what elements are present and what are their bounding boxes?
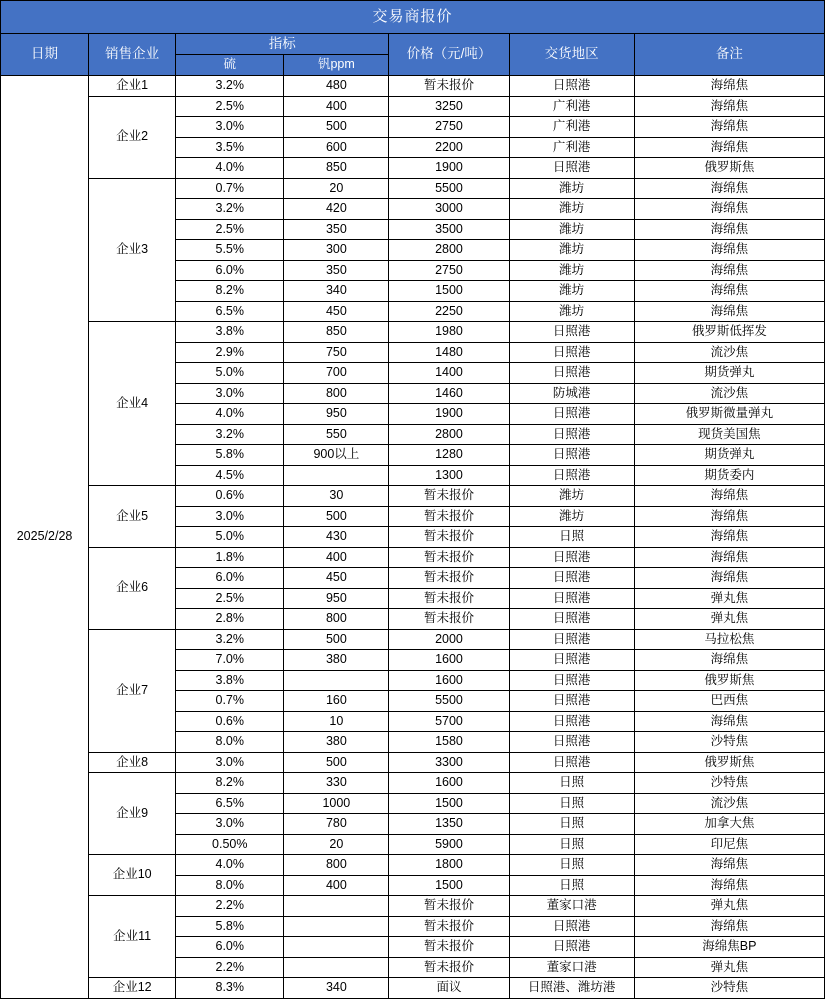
region-cell: 潍坊 — [509, 506, 634, 527]
price-cell: 暂未报价 — [389, 937, 509, 958]
price-cell: 1480 — [389, 342, 509, 363]
sulfur-cell: 3.5% — [176, 137, 284, 158]
note-cell: 期货委内 — [634, 465, 824, 486]
note-cell: 弹丸焦 — [634, 609, 824, 630]
vanadium-cell: 600 — [284, 137, 389, 158]
sulfur-cell: 2.5% — [176, 96, 284, 117]
price-cell: 1300 — [389, 465, 509, 486]
note-cell: 弹丸焦 — [634, 957, 824, 978]
region-cell: 防城港 — [509, 383, 634, 404]
note-cell: 俄罗斯低挥发 — [634, 322, 824, 343]
region-cell: 日照港 — [509, 588, 634, 609]
sulfur-cell: 3.2% — [176, 199, 284, 220]
vanadium-cell: 700 — [284, 363, 389, 384]
vanadium-cell: 400 — [284, 96, 389, 117]
region-cell: 日照港 — [509, 445, 634, 466]
note-cell: 海绵焦 — [634, 240, 824, 261]
region-cell: 日照港 — [509, 342, 634, 363]
sulfur-cell: 4.0% — [176, 158, 284, 179]
firm-name-cell: 企业4 — [89, 322, 176, 486]
note-cell: 海绵焦 — [634, 855, 824, 876]
sulfur-cell: 3.0% — [176, 117, 284, 138]
region-cell: 日照港 — [509, 158, 634, 179]
quote-date-cell: 2025/2/28 — [1, 76, 89, 999]
vanadium-cell: 800 — [284, 609, 389, 630]
table-row — [1, 96, 825, 117]
price-cell: 暂未报价 — [389, 609, 509, 630]
note-cell: 沙特焦 — [634, 732, 824, 753]
note-cell: 海绵焦 — [634, 916, 824, 937]
sulfur-cell: 5.5% — [176, 240, 284, 261]
sulfur-cell: 8.2% — [176, 281, 284, 302]
price-cell: 1350 — [389, 814, 509, 835]
sulfur-cell: 8.0% — [176, 875, 284, 896]
sulfur-cell: 2.5% — [176, 219, 284, 240]
sulfur-cell: 1.8% — [176, 547, 284, 568]
vanadium-cell: 400 — [284, 875, 389, 896]
note-cell: 马拉松焦 — [634, 629, 824, 650]
table-row — [1, 855, 825, 876]
region-cell: 日照港 — [509, 670, 634, 691]
vanadium-cell: 500 — [284, 506, 389, 527]
firm-name-cell: 企业12 — [89, 978, 176, 999]
vanadium-cell: 500 — [284, 117, 389, 138]
vanadium-cell — [284, 937, 389, 958]
price-cell: 暂未报价 — [389, 547, 509, 568]
sulfur-cell: 2.9% — [176, 342, 284, 363]
vanadium-cell: 850 — [284, 322, 389, 343]
vanadium-cell: 450 — [284, 568, 389, 589]
sulfur-cell: 8.0% — [176, 732, 284, 753]
sulfur-cell: 5.8% — [176, 916, 284, 937]
note-cell: 海绵焦 — [634, 650, 824, 671]
price-cell: 暂未报价 — [389, 568, 509, 589]
price-cell: 暂未报价 — [389, 527, 509, 548]
note-cell: 海绵焦 — [634, 711, 824, 732]
sulfur-cell: 0.50% — [176, 834, 284, 855]
vanadium-cell: 380 — [284, 732, 389, 753]
note-cell: 弹丸焦 — [634, 588, 824, 609]
table-row — [1, 896, 825, 917]
sulfur-cell: 5.0% — [176, 527, 284, 548]
region-cell: 日照港 — [509, 76, 634, 97]
table-title: 交易商报价 — [1, 1, 825, 34]
price-cell: 5500 — [389, 691, 509, 712]
region-cell: 日照港 — [509, 711, 634, 732]
note-cell: 流沙焦 — [634, 342, 824, 363]
note-cell: 俄罗斯焦 — [634, 670, 824, 691]
region-cell: 潍坊 — [509, 178, 634, 199]
sulfur-cell: 6.0% — [176, 937, 284, 958]
sulfur-cell: 8.2% — [176, 773, 284, 794]
region-cell: 潍坊 — [509, 199, 634, 220]
title-row — [1, 1, 825, 34]
price-cell: 1900 — [389, 158, 509, 179]
firm-name-cell: 企业3 — [89, 178, 176, 322]
price-cell: 1980 — [389, 322, 509, 343]
column-header-price: 价格（元/吨） — [389, 34, 509, 76]
column-header-sulfur: 硫 — [176, 55, 284, 76]
region-cell: 潍坊 — [509, 260, 634, 281]
region-cell: 日照港 — [509, 629, 634, 650]
note-cell: 沙特焦 — [634, 978, 824, 999]
region-cell: 日照 — [509, 793, 634, 814]
sulfur-cell: 4.5% — [176, 465, 284, 486]
note-cell: 巴西焦 — [634, 691, 824, 712]
note-cell: 海绵焦 — [634, 137, 824, 158]
vanadium-cell: 30 — [284, 486, 389, 507]
note-cell: 海绵焦 — [634, 219, 824, 240]
region-cell: 日照港 — [509, 465, 634, 486]
note-cell: 海绵焦 — [634, 527, 824, 548]
price-cell: 暂未报价 — [389, 916, 509, 937]
note-cell: 俄罗斯微量弹丸 — [634, 404, 824, 425]
note-cell: 沙特焦 — [634, 773, 824, 794]
table-row — [1, 178, 825, 199]
column-header-note: 备注 — [634, 34, 824, 76]
price-cell: 1900 — [389, 404, 509, 425]
vanadium-cell: 340 — [284, 978, 389, 999]
note-cell: 海绵焦 — [634, 260, 824, 281]
sulfur-cell: 0.6% — [176, 486, 284, 507]
firm-name-cell: 企业7 — [89, 629, 176, 752]
price-cell: 2750 — [389, 260, 509, 281]
table-row — [1, 752, 825, 773]
note-cell: 海绵焦 — [634, 547, 824, 568]
price-cell: 1400 — [389, 363, 509, 384]
price-cell: 1280 — [389, 445, 509, 466]
region-cell: 潍坊 — [509, 219, 634, 240]
vanadium-cell — [284, 957, 389, 978]
table-row — [1, 322, 825, 343]
region-cell: 董家口港 — [509, 957, 634, 978]
price-cell: 2800 — [389, 240, 509, 261]
price-cell: 2750 — [389, 117, 509, 138]
price-cell: 1460 — [389, 383, 509, 404]
vanadium-cell — [284, 465, 389, 486]
vanadium-cell: 160 — [284, 691, 389, 712]
vanadium-cell: 950 — [284, 404, 389, 425]
region-cell: 日照港 — [509, 322, 634, 343]
region-cell: 日照港 — [509, 916, 634, 937]
firm-name-cell: 企业6 — [89, 547, 176, 629]
price-cell: 2800 — [389, 424, 509, 445]
vanadium-cell: 550 — [284, 424, 389, 445]
vanadium-cell: 10 — [284, 711, 389, 732]
region-cell: 日照港 — [509, 363, 634, 384]
vanadium-cell: 1000 — [284, 793, 389, 814]
region-cell: 日照港 — [509, 732, 634, 753]
sulfur-cell: 0.6% — [176, 711, 284, 732]
firm-name-cell: 企业8 — [89, 752, 176, 773]
sulfur-cell: 3.8% — [176, 670, 284, 691]
sulfur-cell: 8.3% — [176, 978, 284, 999]
region-cell: 日照 — [509, 814, 634, 835]
firm-name-cell: 企业9 — [89, 773, 176, 855]
note-cell: 流沙焦 — [634, 793, 824, 814]
note-cell: 海绵焦 — [634, 281, 824, 302]
sulfur-cell: 3.2% — [176, 76, 284, 97]
vanadium-cell — [284, 670, 389, 691]
header-row-primary — [1, 34, 825, 55]
vanadium-cell: 780 — [284, 814, 389, 835]
sulfur-cell: 4.0% — [176, 855, 284, 876]
column-header-vanadium: 钒ppm — [284, 55, 389, 76]
note-cell: 俄罗斯焦 — [634, 752, 824, 773]
sulfur-cell: 6.5% — [176, 301, 284, 322]
note-cell: 海绵焦 — [634, 76, 824, 97]
firm-name-cell: 企业11 — [89, 896, 176, 978]
sulfur-cell: 2.8% — [176, 609, 284, 630]
region-cell: 日照港 — [509, 650, 634, 671]
sulfur-cell: 6.0% — [176, 568, 284, 589]
vanadium-cell: 450 — [284, 301, 389, 322]
vanadium-cell: 400 — [284, 547, 389, 568]
price-cell: 暂未报价 — [389, 957, 509, 978]
vanadium-cell: 480 — [284, 76, 389, 97]
price-cell: 5500 — [389, 178, 509, 199]
vanadium-cell: 750 — [284, 342, 389, 363]
vanadium-cell: 420 — [284, 199, 389, 220]
price-cell: 2000 — [389, 629, 509, 650]
note-cell: 期货弹丸 — [634, 445, 824, 466]
region-cell: 日照港、潍坊港 — [509, 978, 634, 999]
price-cell: 暂未报价 — [389, 486, 509, 507]
note-cell: 弹丸焦 — [634, 896, 824, 917]
price-cell: 1600 — [389, 773, 509, 794]
column-header-region: 交货地区 — [509, 34, 634, 76]
region-cell: 日照港 — [509, 752, 634, 773]
vanadium-cell: 300 — [284, 240, 389, 261]
note-cell: 现货美国焦 — [634, 424, 824, 445]
sulfur-cell: 3.0% — [176, 506, 284, 527]
vanadium-cell: 500 — [284, 629, 389, 650]
price-cell: 1500 — [389, 281, 509, 302]
region-cell: 日照港 — [509, 937, 634, 958]
sulfur-cell: 0.7% — [176, 178, 284, 199]
note-cell: 海绵焦 — [634, 199, 824, 220]
price-cell: 面议 — [389, 978, 509, 999]
region-cell: 广利港 — [509, 96, 634, 117]
price-cell: 2250 — [389, 301, 509, 322]
region-cell: 日照 — [509, 875, 634, 896]
price-cell: 1500 — [389, 793, 509, 814]
sulfur-cell: 2.2% — [176, 957, 284, 978]
table-row — [1, 486, 825, 507]
column-header-date: 日期 — [1, 34, 89, 76]
region-cell: 日照港 — [509, 404, 634, 425]
note-cell: 海绵焦 — [634, 486, 824, 507]
price-cell: 1600 — [389, 670, 509, 691]
table-row — [1, 773, 825, 794]
sulfur-cell: 2.2% — [176, 896, 284, 917]
vanadium-cell: 950 — [284, 588, 389, 609]
price-cell: 1500 — [389, 875, 509, 896]
note-cell: 海绵焦 — [634, 178, 824, 199]
sulfur-cell: 6.0% — [176, 260, 284, 281]
sulfur-cell: 2.5% — [176, 588, 284, 609]
region-cell: 潍坊 — [509, 486, 634, 507]
region-cell: 日照 — [509, 855, 634, 876]
price-cell: 暂未报价 — [389, 506, 509, 527]
column-header-firm: 销售企业 — [89, 34, 176, 76]
note-cell: 流沙焦 — [634, 383, 824, 404]
price-cell: 1600 — [389, 650, 509, 671]
vanadium-cell: 350 — [284, 219, 389, 240]
note-cell: 海绵焦 — [634, 301, 824, 322]
vanadium-cell: 430 — [284, 527, 389, 548]
vanadium-cell: 800 — [284, 383, 389, 404]
sulfur-cell: 4.0% — [176, 404, 284, 425]
note-cell: 海绵焦 — [634, 117, 824, 138]
table-row — [1, 978, 825, 999]
region-cell: 潍坊 — [509, 281, 634, 302]
region-cell: 潍坊 — [509, 240, 634, 261]
firm-name-cell: 企业5 — [89, 486, 176, 548]
region-cell: 董家口港 — [509, 896, 634, 917]
region-cell: 日照港 — [509, 691, 634, 712]
note-cell: 海绵焦 — [634, 96, 824, 117]
region-cell: 广利港 — [509, 137, 634, 158]
note-cell: 加拿大焦 — [634, 814, 824, 835]
vanadium-cell — [284, 896, 389, 917]
sulfur-cell: 5.0% — [176, 363, 284, 384]
region-cell: 日照港 — [509, 547, 634, 568]
sulfur-cell: 3.2% — [176, 629, 284, 650]
vanadium-cell: 380 — [284, 650, 389, 671]
price-cell: 2200 — [389, 137, 509, 158]
note-cell: 海绵焦 — [634, 506, 824, 527]
region-cell: 日照港 — [509, 424, 634, 445]
sulfur-cell: 3.2% — [176, 424, 284, 445]
region-cell: 日照港 — [509, 568, 634, 589]
price-cell: 暂未报价 — [389, 896, 509, 917]
table-row — [1, 629, 825, 650]
region-cell: 广利港 — [509, 117, 634, 138]
price-cell: 1800 — [389, 855, 509, 876]
price-cell: 暂未报价 — [389, 588, 509, 609]
firm-name-cell: 企业2 — [89, 96, 176, 178]
table-row — [1, 76, 825, 97]
sulfur-cell: 6.5% — [176, 793, 284, 814]
vanadium-cell: 850 — [284, 158, 389, 179]
vanadium-cell: 900以上 — [284, 445, 389, 466]
sulfur-cell: 5.8% — [176, 445, 284, 466]
price-cell: 3500 — [389, 219, 509, 240]
column-header-indicators: 指标 — [176, 34, 389, 55]
price-cell: 5700 — [389, 711, 509, 732]
sulfur-cell: 0.7% — [176, 691, 284, 712]
sulfur-cell: 3.8% — [176, 322, 284, 343]
vanadium-cell: 800 — [284, 855, 389, 876]
vanadium-cell: 340 — [284, 281, 389, 302]
firm-name-cell: 企业1 — [89, 76, 176, 97]
price-cell: 3300 — [389, 752, 509, 773]
price-cell: 1580 — [389, 732, 509, 753]
region-cell: 潍坊 — [509, 301, 634, 322]
price-cell: 5900 — [389, 834, 509, 855]
sulfur-cell: 3.0% — [176, 814, 284, 835]
note-cell: 期货弹丸 — [634, 363, 824, 384]
vanadium-cell: 20 — [284, 178, 389, 199]
sulfur-cell: 7.0% — [176, 650, 284, 671]
sulfur-cell: 3.0% — [176, 383, 284, 404]
note-cell: 海绵焦BP — [634, 937, 824, 958]
vanadium-cell: 20 — [284, 834, 389, 855]
table-row — [1, 547, 825, 568]
vanadium-cell: 500 — [284, 752, 389, 773]
region-cell: 日照 — [509, 527, 634, 548]
sulfur-cell: 3.0% — [176, 752, 284, 773]
vanadium-cell — [284, 916, 389, 937]
vanadium-cell: 330 — [284, 773, 389, 794]
price-cell: 暂未报价 — [389, 76, 509, 97]
region-cell: 日照 — [509, 773, 634, 794]
note-cell: 海绵焦 — [634, 875, 824, 896]
vanadium-cell: 350 — [284, 260, 389, 281]
note-cell: 印尼焦 — [634, 834, 824, 855]
price-cell: 3000 — [389, 199, 509, 220]
region-cell: 日照 — [509, 834, 634, 855]
region-cell: 日照港 — [509, 609, 634, 630]
note-cell: 海绵焦 — [634, 568, 824, 589]
firm-name-cell: 企业10 — [89, 855, 176, 896]
note-cell: 俄罗斯焦 — [634, 158, 824, 179]
price-cell: 3250 — [389, 96, 509, 117]
